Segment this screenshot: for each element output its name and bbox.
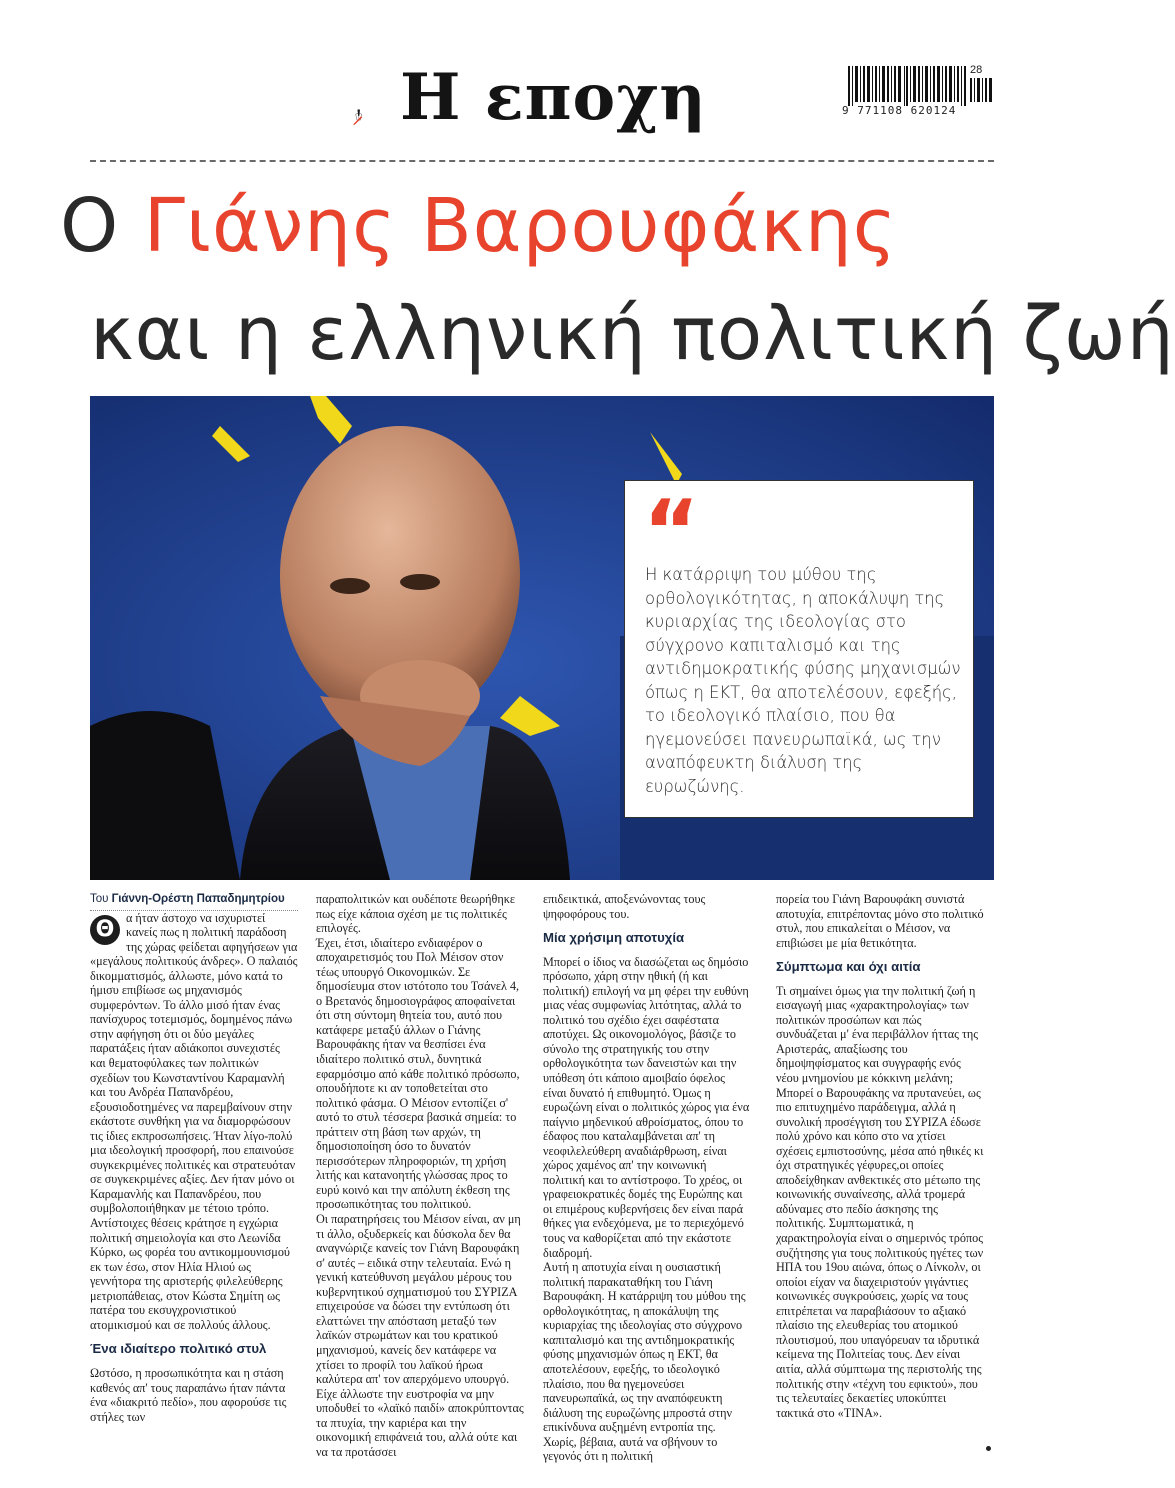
article-column-4: [776, 892, 984, 1420]
article-column-1: [90, 892, 298, 1424]
paragraph: παραπολιτικών και ουδέποτε θεωρήθηκε πως είχε κάποια σχέση με τις πολιτικές επιλογές.: [316, 892, 516, 936]
article-column-2: [316, 892, 524, 1459]
pull-quote: [624, 480, 974, 818]
pull-quote-text: Η κατάρριψη του μύθου της ορθολογικότητας, η αποκάλυψη της κυριαρχίας της ιδεολογίας στο σύγχρονο καπιταλισμό και της αντιδημοκρατικής φύσης μηχανισμών όπως η ΕΚΤ, θα αποτελέσουν, εφεξής, το ιδεολογικό πλαίσιο, που θα ηγεμονεύσει πανευρωπαϊκά, ως την αναπόφευκτη διάλυση της ευρωζώνης.: [645, 565, 961, 796]
paragraph: Έχει, έτσι, ιδιαίτερο ενδιαφέρον ο αποχαιρετισμός του Πολ Μέισον στον τέως υπουργό Οικονομικών. Σε δημοσίευμα στον ιστότοπο του Τσάνελ 4, ο Βρετανός δημοσιογράφος αποφαίνεται ότι στη σύντομη θητεία του, αυτό που κατάφερε μεταξύ άλλων ο Γιάνης Βαρουφάκης ήταν να θεσπίσει ένα ιδιαίτερο πολιτικό στυλ, δυνητικά εφαρμόσιμο από κάθε πολιτικό πρόσωπο, οπουδήποτε κι αν τοποθετείται στο πολιτικό φάσμα. Ο Μέισον εντοπίζει σ' αυτό το στυλ τέσσερα βασικά σημεία: το πράττειν στη βάση των αρχών, τη δημοσιοποίηση όσο το δυνατόν περισσότερων πληροφοριών, τη χρήση λιτής και κατανοητής γλώσσας προς το ευρύ κοινό και την απόλυτη έκθεση της προσωπικότητας του πολιτικού.: [316, 935, 520, 1212]
author-name: Γιάννη-Ορέστη Παπαδημητρίου: [111, 893, 285, 905]
article-column-3: [543, 892, 751, 1464]
paragraph: Οι παρατηρήσεις του Μέισον είναι, αν μη τι άλλο, οξυδερκείς και δύσκολα δεν θα αναγνώριζε κανείς τον Γιάνη Βαρουφάκη σ' αυτές – ειδικά στην τελευταία. Ενώ η γενική κατεύθυνση μεγάλου μέρους του κυβερνητικού σχηματισμού του ΣΥΡΙΖΑ επιχειρούσε να δώσει την εντύπωση ότι ελαττώνει την απόσταση μεταξύ των λαϊκών στρωμάτων και του κρατικού μηχανισμού, κανείς δεν κατάφερε να χτίσει το προφίλ του λαϊκού ήρωα καλύτερα απ' τον απερχόμενο υπουργό. Είχε άλλωστε την ευστροφία να μην υποδυθεί το «λαϊκό παιδί» αποκρύπτοντας τα πτυχία, την καριέρα και την οικονομική επιφάνειά του, αλλά ούτε και να τα προτάσσει: [316, 1212, 524, 1459]
masthead-logo: Η εποχη: [400, 60, 707, 135]
paragraph: Θ α ήταν άστοχο να ισχυριστεί κανείς πως η πολιτική παράδοση της χώρας φείδεται αφηγήσεων για «μεγάλους πολιτικούς άνδρες». Ο παλαιός δικομματισμός, άλλωστε, μόνο κατά το ήμισυ επιβίωσε ως μηχανισμός συμφερόντων. Το άλλο μισό ήταν ένας πανίσχυρος τοτεμισμός, δομημένος πάνω στην αφήγηση ότι οι δύο μεγάλες παρατάξεις ήταν αδιάκοποι συνεχιστές και θεματοφύλακες των πολιτικών σχεδίων του Κωνσταντίνου Καραμανλή και του Ανδρέα Παπανδρέου, εξουσιοδοτημένες να παρεμβαίνουν στην εκάστοτε συνθήκη για να διαμορφώσουν τις ίδιες εκπροσωπήσεις. Ήταν λίγο-πολύ μια ιδεολογική προσφορή, που επαινούσε συγκεκριμένες πολιτικές και στρατευόταν σε συγκεκριμένες αξίες. Δεν ήταν μόνο οι Καραμανλής και Παπανδρέου, που συμβολοποιήθηκαν με τέτοιο τρόπο. Αντίστοιχες θέσεις κράτησε η εγχώρια πολιτική σημειολογία και στο Λεωνίδα Κύρκο, ως φορέα του αντικομμουνισμού εκ των έσω, στον Ηλία Ηλιού ως γεννήτορα της αριστερής φιλελεύθερης μετριοπάθειας, στον Κώστα Σημίτη ως πατέρα του εκσυγχρονιστικού ατομικισμού και σε πολλούς άλλους.: [90, 910, 298, 1332]
quote-mark-icon: “: [643, 482, 700, 582]
subheading: Μία χρήσιμη αποτυχία: [543, 930, 685, 946]
paragraph: Τι σημαίνει όμως για την πολιτική ζωή η εισαγωγή μιας «χαρακτηρολογίας» των πολιτικών προσώπων και πώς συνδυάζεται μ' ένα περιβάλλον ήττας της Αριστεράς, απαξίωσης του δημοψηφίσματος και συγγραφής ενός νέου μνημονίου με κόκκινη μελάνη; Μπορεί ο Βαρουφάκης να πρυτανεύει, ως πιο επιτυχημένο παράδειγμα, αλλά η συνολική προσέγγιση του ΣΥΡΙΖΑ έδωσε πολύ χρόνο και κόπο στο να χτίσει σχέσεις εμπιστοσύνης, μέσα από ηθικές κι όχι στρατηγικές γέφυρες,οι οποίες αποδείχθηκαν ανθεκτικές στο μέτωπο της κοινωνικής συναίνεσης, αλλά τρομερά αδύναμες στο πεδίο άσκησης της πολιτικής. Συμπτωματικά, η χαρακτηρολογία είναι ο σημερινός τρόπος συζήτησης για τους πολιτικούς ηγέτες των ΗΠΑ του 19ου αιώνα, όπως ο Λίνκολν, οι οποίοι είχαν να διαχειριστούν γιγάντιες κοινωνικές συγκρούσεις, χωρίς να τους επιτρέπεται να παραβιάσουν το αξιακό πλαίσιο της ελευθερίας του ατομικού πλουτισμού, που υπαγόρευαν τα ιδρυτικά κείμενα της Πολιτείας τους. Δεν είναι αιτία, αλλά σύμπτωμα της περιστολής της πολιτικής στην «τέχνη του εφικτού», που τις τελευταίες δεκαετίες υποκύπτει τακτικά στο «TINA».: [776, 983, 984, 1420]
paragraph: Ωστόσο, η προσωπικότητα και η στάση καθενός απ' τους παραπάνω ήταν πάντα ένα «διακριτό πεδίο», που αφορούσε τις στήλες των: [90, 1365, 287, 1424]
masthead-divider: [90, 160, 994, 162]
headline-line-2: και η ελληνική πολιτική ζωή: [90, 291, 1175, 377]
paragraph: Μπορεί ο ίδιος να διασώζεται ως δημόσιο πρόσωπο, χάρη στην ηθική (ή και πολιτική) επιλογή να μη φέρει την ευθύνη μιας νέας συμφωνίας λιτότητας, αλλά το πολιτικό του σχέδιο έχει σαφέστατα αποτύχει. Ως οικονομολόγος, βάσιζε το σύνολο της στρατηγικής του στην ορθολογικότητα των δανειστών και την υπόθεση ότι κάποιο αμοιβαίο όφελος είναι δυνατό ή επιθυμητό. Όμως η ευρωζώνη είναι ο πολιτικός χώρος για ένα παίγνιο μηδενικού αθροίσματος, όπου το έδαφος που καταλαμβάνεται απ' τη νεοφιλελεύθερη αναδιάρθρωση, είναι χώρος χαμένος απ' την κοινωνική πολιτική και το αντίστροφο. Το χρέος, οι γραφειοκρατικές δομές της Ευρώπης και οι επιμέρους κυβερνήσεις δεν είναι παρά θήκες για ενδεχόμενα, με το περιεχόμενό τους να καθορίζεται από την εκάστοτε διαδρομή.: [543, 954, 750, 1260]
headline-prefix: Ο: [60, 183, 144, 269]
dropcap: Θ: [90, 915, 120, 945]
subheading: Σύμπτωμα και όχι αιτία: [776, 959, 921, 975]
end-mark: [986, 1446, 991, 1451]
issue-number: 28: [970, 64, 983, 76]
paragraph: Αυτή η αποτυχία είναι η ουσιαστική πολιτική παρακαταθήκη του Γιάνη Βαρουφάκη. Η κατάρριψη του μύθου της ορθολογικότητας, η αποκάλυψη της κυριαρχίας της ιδεολογίας στο σύγχρονο καπιταλισμό και της αντιδημοκρατικής φύσης μηχανισμών όπως η ΕΚΤ, θα αποτελέσουν, εφεξής, το ιδεολογικό πλαίσιο, που θα ηγεμονεύσει πανευρωπαϊκά, ως την αναπόφευκτη διάλυση της ευρωζώνης μπροστά στην επικίνδυνα αυξημένη εντροπία της. Χωρίς, βέβαια, αυτά να σβήνουν το γεγονός ότι η πολιτική: [543, 1260, 746, 1464]
paragraph: επιδεικτικά, αποξενώνοντας τους ψηφοφόρους του.: [543, 892, 706, 921]
headline-line-1: [60, 180, 897, 272]
byline: Του Γιάννη-Ορέστη Παπαδημητρίου: [90, 892, 298, 911]
addon-barcode-icon: [970, 78, 992, 102]
headline-name: Γιάνης Βαρουφάκης: [143, 183, 898, 269]
barcode-icon: [848, 66, 966, 106]
paragraph: πορεία του Γιάνη Βαρουφάκη συνιστά αποτυχία, επιτρέποντας μόνο στο πολιτικό στυλ, που επικαλείται ο Μέισον, να επιβιώσει με μία θετικότητα.: [776, 892, 984, 950]
subheading: Ένα ιδιαίτερο πολιτικό στυλ: [90, 1341, 267, 1357]
barcode-digits: 9 771108 620124: [842, 104, 957, 117]
